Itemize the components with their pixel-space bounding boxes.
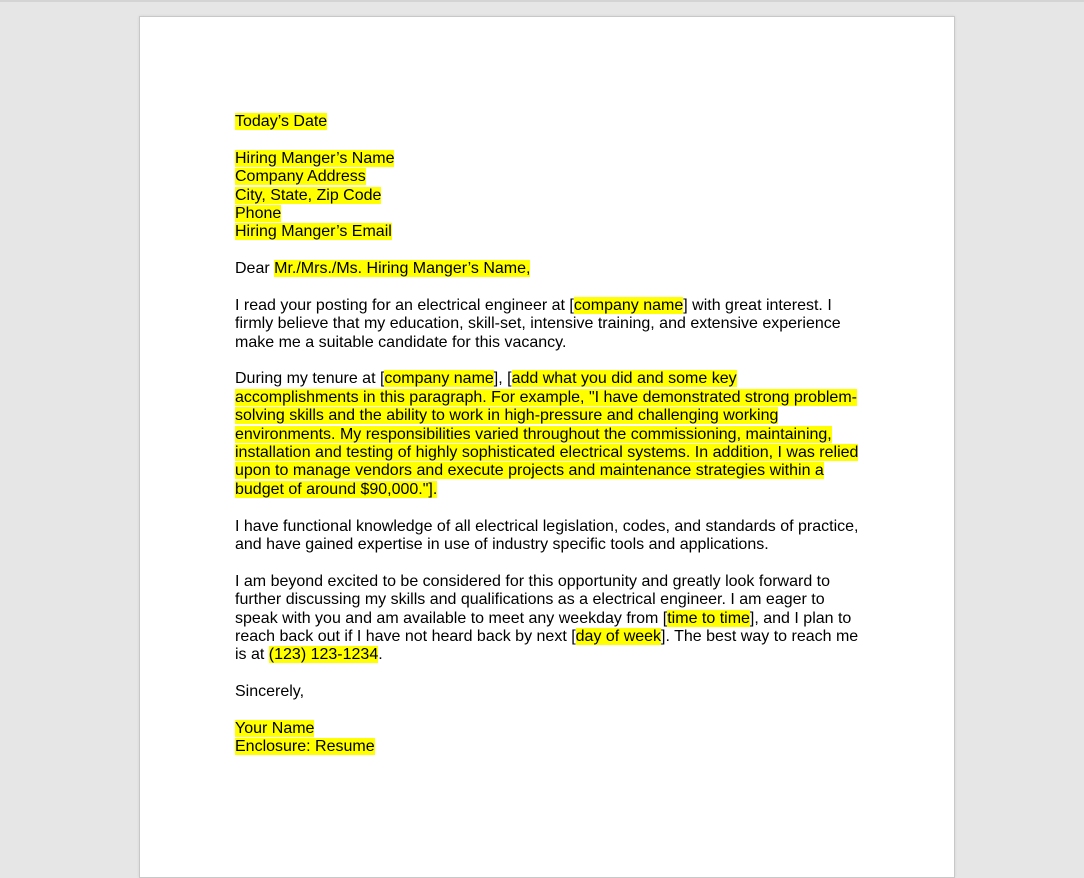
paragraph-closing: I am beyond excited to be considered for this opportunity and greatly look forward to further discussing my skills and qualifications as a electrical engineer. I am eager to speak with you and am available to meet any weekday from [time to time], and I plan to reach back out if I have not heard back by next [day of week]. The best way to reach me is at (123) 123-1234. [235,572,859,664]
time-placeholder: time to time [667,609,750,627]
recipient-block [235,150,865,242]
accomplishments-placeholder: add what you did and some key [511,370,737,388]
company-name-placeholder: company name [573,296,684,314]
blank-line [235,665,865,683]
date-placeholder: Today’s Date [235,113,328,130]
recipient-address: Company Address [235,168,366,186]
blank-line [235,352,865,370]
signature-name: Your Name [235,719,315,737]
closing: Sincerely, [235,683,305,701]
recipient-email: Hiring Manger’s Email [235,223,392,241]
blank-line [235,279,865,297]
paragraph-accomplishments: During my tenure at [company name], [add what you did and some key accomplishments in this paragraph. For example, "I have demonstrated strong problem- solving skills and the ability to work in high-pressure and challenging working environments. My responsibilities varied throughout the commissioning, maintaining, installation and testing of highly sophisticated electrical systems. In addition, I was relied upon to manage vendors and execute projects and maintenance strategies within a budget of around $90,000."]. [235,370,859,498]
day-placeholder: day of week [575,627,662,645]
document-page[interactable] [139,16,955,878]
recipient-name: Hiring Manger’s Name [235,149,395,167]
paragraph-knowledge: I have functional knowledge of all electrical legislation, codes, and standards of practice, and have gained expertise in use of industry specific tools and applications. [235,517,859,553]
salutation-name: Mr./Mrs./Ms. Hiring Manger’s Name, [274,260,531,278]
phone-placeholder: (123) 123-1234 [268,646,379,664]
blank-line [235,131,865,149]
window-top-edge [0,0,1084,2]
blank-line [235,554,865,572]
salutation-prefix: Dear [235,260,275,278]
recipient-phone: Phone [235,204,282,222]
recipient-city-state-zip: City, State, Zip Code [235,186,382,204]
blank-line [235,242,865,260]
letter-body[interactable] [235,113,865,757]
blank-line [235,499,865,517]
signature-block [235,720,865,757]
blank-line [235,702,865,720]
enclosure: Enclosure: Resume [235,738,375,756]
paragraph-intro: I read your posting for an electrical engineer at [company name] with great interest. I firmly believe that my education, skill-set, intensive training, and extensive experience make me a suitable candidate for this vacancy. [235,296,841,351]
company-name-placeholder: company name [384,370,494,388]
date-line [235,113,865,131]
salutation [235,260,865,278]
